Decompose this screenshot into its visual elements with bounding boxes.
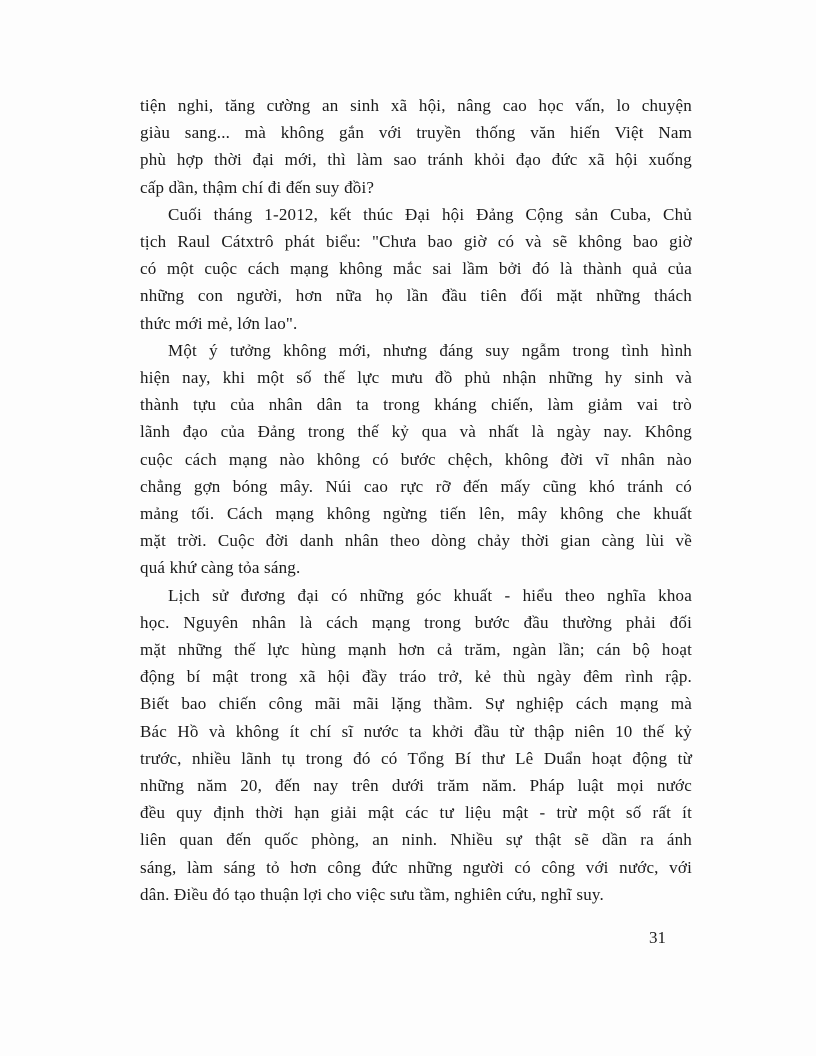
text-line: cuộc cách mạng nào không có bước chệch, không đời vĩ nhân nào [140,449,692,469]
text-line: có một cuộc cách mạng không mắc sai lầm bởi đó là thành quả của [140,259,692,279]
text-line: Biết bao chiến công mãi mãi lặng thầm. Sự nghiệp cách mạng mà [140,694,692,714]
text-line: đều quy định thời hạn giải mật các tư liệu mật - trừ một số rất ít [140,803,692,823]
text-line: Bác Hồ và không ít chí sĩ nước ta khởi đầu từ thập niên 10 thế kỷ [140,721,692,741]
text-line: cấp dần, thậm chí đi đến suy đồi? [140,177,375,197]
text-block [140,92,692,908]
text-line: thức mới mẻ, lớn lao". [140,313,298,333]
text-line: mảng tối. Cách mạng không ngừng tiến lên, mây không che khuất [140,504,692,524]
text-line: những con người, hơn nữa họ lần đầu tiên đối mặt những thách [140,286,692,306]
page-number: 31 [649,928,666,947]
paragraph [140,201,692,337]
text-line: dân. Điều đó tạo thuận lợi cho việc sưu tầm, nghiên cứu, nghĩ suy. [140,884,604,904]
text-line: giàu sang... mà không gắn với truyền thống văn hiến Việt Nam [140,123,692,143]
text-line: Cuối tháng 1-2012, kết thúc Đại hội Đảng Cộng sản Cuba, Chủ [168,204,692,224]
text-line: hiện nay, khi một số thế lực mưu đồ phủ nhận những hy sinh và [140,368,692,388]
text-line: Lịch sử đương đại có những góc khuất - hiểu theo nghĩa khoa [168,585,692,605]
text-line: mặt trời. Cuộc đời danh nhân theo dòng chảy thời gian càng lùi về [140,531,692,551]
text-line: quá khứ càng tỏa sáng. [140,558,301,578]
text-line: lãnh đạo của Đảng trong thế kỷ qua và nhất là ngày nay. Không [140,422,692,442]
text-line: mặt những thế lực hùng mạnh hơn cả trăm, ngàn lần; cán bộ hoạt [140,640,692,660]
text-line: chẳng gợn bóng mây. Núi cao rực rỡ đến mấy cũng khó tránh có [140,476,692,496]
text-line: trước, nhiều lãnh tụ trong đó có Tổng Bí thư Lê Duẩn hoạt động từ [140,748,692,768]
text-line: Một ý tưởng không mới, nhưng đáng suy ngẫm trong tình hình [168,340,692,360]
text-line: những năm 20, đến nay trên dưới trăm năm. Pháp luật mọi nước [140,776,692,796]
paragraph [140,582,692,908]
text-line: học. Nguyên nhân là cách mạng trong bước đầu thường phải đối [140,612,692,632]
text-line: động bí mật trong xã hội đầy tráo trở, kẻ thù ngày đêm rình rập. [140,667,692,687]
paragraph [140,337,692,582]
text-line: thành tựu của nhân dân ta trong kháng chiến, làm giảm vai trò [140,395,692,415]
text-line: tiện nghi, tăng cường an sinh xã hội, nâng cao học vấn, lo chuyện [140,96,692,115]
paragraph [140,92,692,201]
text-line: tịch Raul Cátxtrô phát biểu: "Chưa bao giờ có và sẽ không bao giờ [140,232,692,252]
text-line: liên quan đến quốc phòng, an ninh. Nhiều sự thật sẽ dần ra ánh [140,830,692,850]
text-line: sáng, làm sáng tỏ hơn công đức những người có công với nước, với [140,857,692,877]
text-line: phù hợp thời đại mới, thì làm sao tránh khỏi đạo đức xã hội xuống [140,150,692,170]
